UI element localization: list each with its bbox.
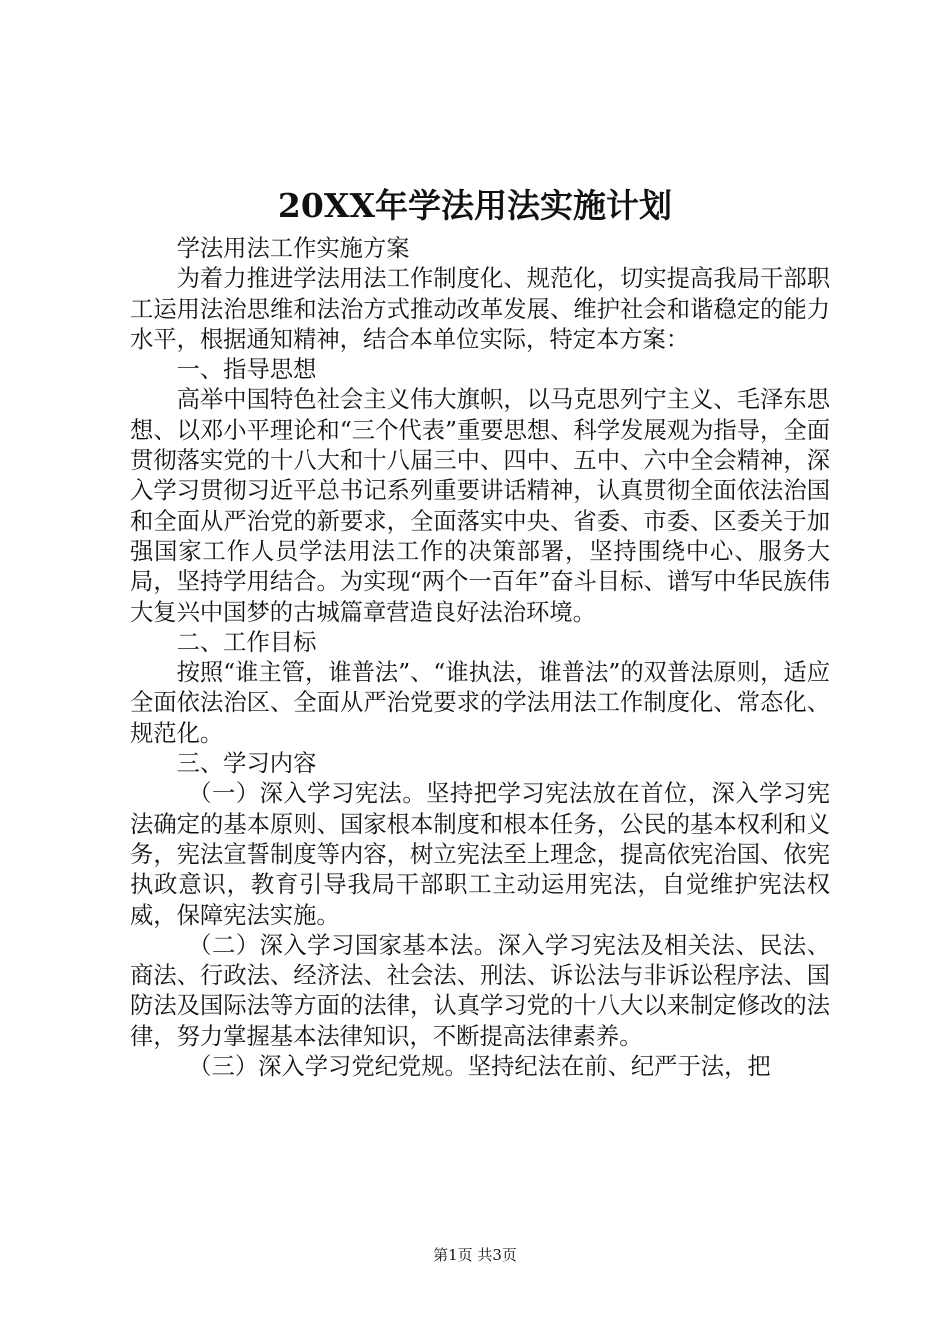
heading-study-content: 三、学习内容 (176, 750, 317, 778)
paragraph-work-goal: 按照“谁主管，谁普法”、“谁执法，谁普法”的双普法原则，适应全面依法治区、全面从严治党要求的学法用法工作制度化、常态化、规范化。 (130, 659, 830, 747)
paragraph-intro: 为着力推进学法用法工作制度化、规范化，切实提高我局干部职工运用法治思维和法治方式推动改革发展、维护社会和谐稳定的能力水平，根据通知精神，结合本单位实际，特定本方案： (130, 265, 830, 353)
heading-guiding-thought: 一、指导思想 (176, 356, 317, 384)
document-title: 20XX年学法用法实施计划 (277, 186, 673, 225)
paragraph-guiding-thought: 高举中国特色社会主义伟大旗帜，以马克思列宁主义、毛泽东思想、以邓小平理论和“三个代表”重要思想、科学发展观为指导，全面贯彻落实党的十八大和十八届三中、四中、五中、六中全会精神，深入学习贯彻习近平总书记系列重要讲话精神，认真贯彻全面依法治国和全面从严治党的新要求，全面落实中央、省委、市委、区委关于加强国家工作人员学法用法工作的决策部署，坚持围绕中心、服务大局，坚持学用结合。为实现“两个一百年”奋斗目标、谱写中华民族伟大复兴中国梦的古城篇章营造良好法治环境。 (130, 386, 830, 626)
paragraph-subtitle: 学法用法工作实施方案 (176, 235, 410, 262)
paragraph-study-basic-law: （二）深入学习国家基本法。深入学习宪法及相关法、民法、商法、行政法、经济法、社会法、刑法、诉讼法与非诉讼程序法、国防法及国际法等方面的法律，认真学习党的十八大以来制定修改的法律，努力掌握基本法律知识，不断提高法律素养。 (130, 931, 830, 1050)
paragraph-study-constitution: （一）深入学习宪法。坚持把学习宪法放在首位，深入学习宪法确定的基本原则、国家根本制度和根本任务，公民的基本权利和义务，宪法宣誓制度等内容，树立宪法至上理念，提高依宪治国、依宪执政意识，教育引导我局干部职工主动运用宪法，自觉维护宪法权威，保障宪法实施。 (130, 780, 830, 929)
document-body (130, 234, 830, 1082)
paragraph-study-party-rules: （三）深入学习党纪党规。坚持纪法在前、纪严于法，把 (188, 1053, 771, 1081)
page-footer: 第1页 共3页 (433, 1246, 517, 1264)
heading-work-goal: 二、工作目标 (176, 628, 317, 656)
